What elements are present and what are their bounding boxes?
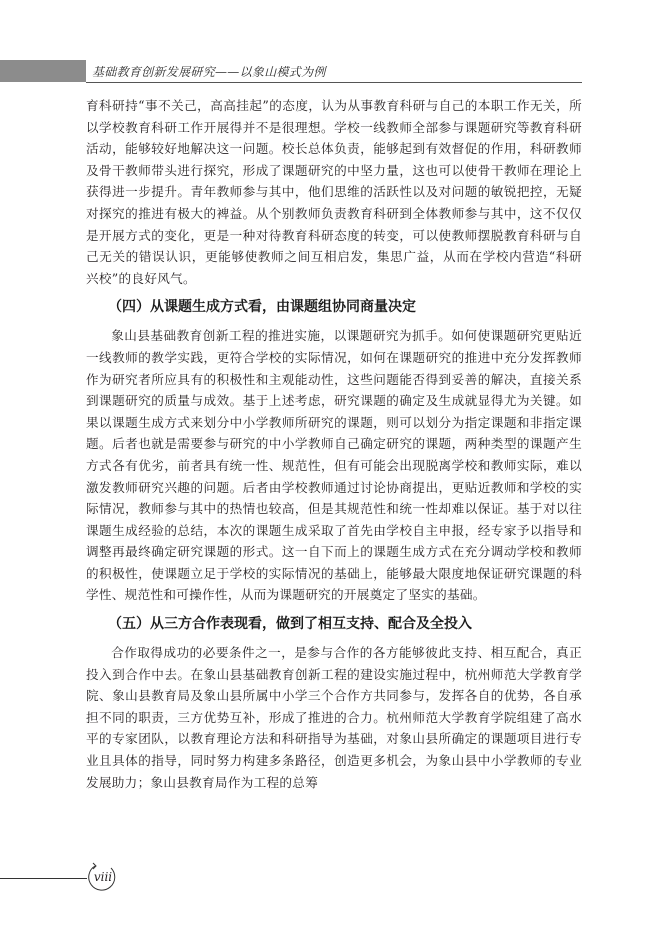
running-header-title: 基础教育创新发展研究——以象山模式为例	[92, 65, 326, 79]
header-rule	[86, 82, 582, 83]
section-heading-5: （五）从三方合作表现看，做到了相互支持、配合及全投入	[108, 616, 472, 633]
footer-rule	[0, 878, 87, 879]
section-heading-4: （四）从课题生成方式看，由课题组协同商量决定	[108, 299, 416, 316]
running-header	[0, 60, 661, 84]
header-gray-bar	[0, 60, 86, 82]
section-5-paragraph: 合作取得成功的必要条件之一，是参与合作的各方能够彼此支持、相互配合，真正投入到合作中去。在象山县基础教育创新工程的建设实施过程中，杭州师范大学教育学院、象山县教育局及象山县所属中小学三个合作方共同参与，发挥各自的优势，各自承担不同的职责，三方优势互补，形成了推进的合力。杭州师范大学教育学院组建了高水平的专家团队，以教育理论方法和科研指导为基础，对象山县所确定的课题项目进行专业且具体的指导，同时努力构建多条路径，创造更多机会，为象山县中小学教师的专业发展助力；象山县教育局作为工程的总筹	[86, 645, 582, 790]
page-footer	[0, 852, 200, 902]
intro-paragraph: 育科研持“事不关己，高高挂起”的态度，认为从事教育科研与自己的本职工作无关，所以学校教育科研工作开展得并不是很理想。学校一线教师全部参与课题研究等教育科研活动，能够较好地解决这一问题。校长总体负责，能够起到有效督促的作用，科研教师及骨干教师带头进行探究，形成了课题研究的中坚力量，这也可以使骨干教师在理论上获得进一步提升。青年教师参与其中，他们思维的活跃性以及对问题的敏锐把控，无疑对探究的推进有极大的裨益。从个别教师负责教育科研到全体教师参与其中，这不仅仅是开展方式的变化，更是一种对待教育科研态度的转变，可以使教师摆脱教育科研与自己无关的错误认识，更能够使教师之间互相启发，集思广益，从而在学校内营造“科研兴校”的良好风气。	[86, 98, 582, 286]
page-number: viii	[93, 870, 113, 884]
page-body	[86, 95, 582, 793]
section-4-paragraph: 象山县基础教育创新工程的推进实施，以课题研究为抓手。如何使课题研究更贴近一线教师的教学实践，更符合学校的实际情况，如何在课题研究的推进中充分发挥教师作为研究者所应具有的积极性和主观能动性，这些问题能否得到妥善的解决，直接关系到课题研究的质量与成效。基于上述考虑，研究课题的确定及生成就显得尤为关键。如果以课题生成方式来划分中小学教师所研究的课题，则可以划分为指定课题和非指定课题。后者也就是需要参与研究的中小学教师自己确定研究的课题，两种类型的课题产生方式各有优劣，前者具有统一性、规范性，但有可能会出现脱离学校和教师实际，难以激发教师研究兴趣的问题。后者由学校教师通过讨论协商提出，更贴近教师和学校的实际情况，教师参与其中的热情也较高，但是其规范性和统一性却难以保证。基于对以往课题生成经验的总结，本次的课题生成采取了首先由学校自主申报，经专家予以指导和调整再最终确定研究课题的形式。这一自下而上的课题生成方式在充分调动学校和教师的积极性，使课题立足于学校的实际情况的基础上，能够最大限度地保证研究课题的科学性、规范性和可操作性，从而为课题研究的开展奠定了坚实的基础。	[86, 328, 582, 603]
